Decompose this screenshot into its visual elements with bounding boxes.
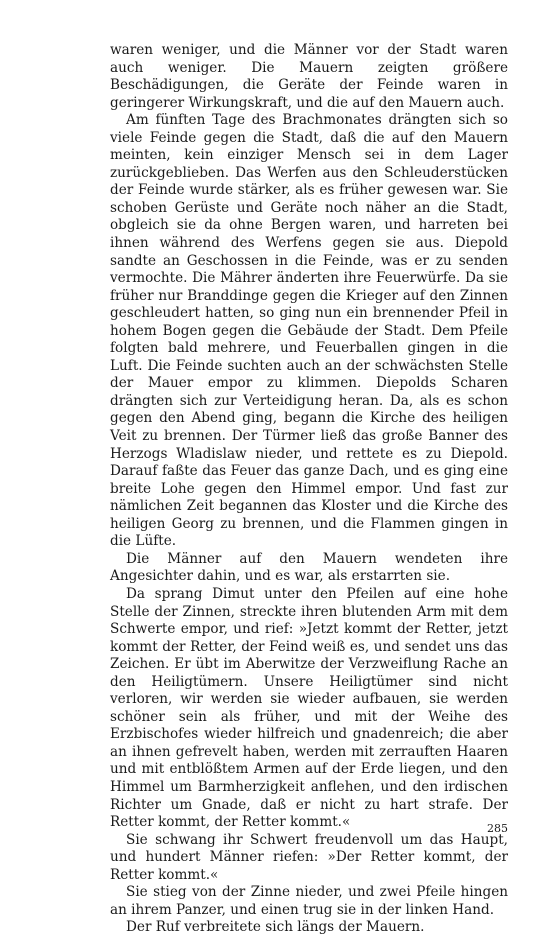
- paragraph-5: Sie schwang ihr Schwert freudenvoll um das Haupt, und hundert Männer riefen: »Der Retter kommt, der Retter kommt.«: [110, 831, 508, 883]
- body-text: [110, 42, 508, 937]
- paragraph-7: Der Ruf verbreitete sich längs der Mauern.: [126, 919, 425, 936]
- paragraph-6: Sie stieg von der Zinne nieder, und zwei Pfeile hingen an ihrem Panzer, und einen trug sie in der linken Hand.: [110, 884, 508, 918]
- page-number: 285: [487, 822, 508, 835]
- paragraph-2: Am fünften Tage des Brachmonates drängten sich so viele Feinde gegen die Stadt, daß die auf den Mauern meinten, kein einziger Mensch sei in dem Lager zurückgeblieben. Das Werfen aus den Schleuderstücken der Feinde wurde stärker, als es früher gewesen war. Sie schoben Gerüste und Geräte noch näher an die Stadt, obgleich sie da ohne Bergen waren, und harreten bei ihnen während des Werfens gegen sie aus. Diepold sandte an Geschossen in die Feinde, was er zu senden vermochte. Die Mährer änderten ihre Feuerwürfe. Da sie früher nur Branddinge gegen die Krieger auf den Zinnen geschleudert hatten, so ging nun ein brennender Pfeil in hohem Bogen gegen die Gebäude der Stadt. Dem Pfeile folgten bald mehrere, und Feuerballen gingen in die Luft. Die Feinde suchten auch an der schwächsten Stelle der Mauer empor zu klimmen. Diepolds Scharen drängten sich zur Verteidigung heran. Da, als es schon gegen den Abend ging, begann die Kirche des heiligen Veit zu brennen. Der Türmer ließ das große Banner des Herzogs Wladislaw nieder, und rettete es zu Diepold. Darauf faßte das Feuer das ganze Dach, und es ging eine breite Lohe gegen den Himmel empor. Und fast zur nämlichen Zeit begannen das Kloster und die Kirche des heiligen Georg zu brennen, und die Flammen gingen in die Lüfte.: [110, 112, 508, 550]
- paragraph-3: Die Männer auf den Mauern wendeten ihre Angesichter dahin, und es war, als erstarrten sie.: [110, 550, 508, 585]
- paragraph-4: Da sprang Dimut unter den Pfeilen auf eine hohe Stelle der Zinnen, streckte ihren blutenden Arm mit dem Schwerte empor, und rief: »Jetzt kommt der Retter, jetzt kommt der Retter, der Feind weiß es, und sendet uns das Zeichen. Er übt im Aberwitze der Verzweiflung Rache an den Heiligtümern. Unsere Heiligtümer sind nicht verloren, wir werden sie wieder aufbauen, sie werden schöner sein als früher, und mit der Weihe des Erzbischofes wieder hilfreich und gnadenreich; die aber an ihnen gefrevelt haben, werden mit zerrauften Haaren und mit entblößtem Armen auf der Erde liegen, und den Himmel um Barmherzigkeit anflehen, und den irdischen Richter um Gnade, daß er nicht zu hart strafe. Der Retter kommt, der Retter kommt.«: [110, 585, 508, 831]
- paragraph-1: waren weniger, und die Männer vor der Stadt waren auch weniger. Die Mauern zeigten größere Beschädigungen, die Geräte der Feinde waren in geringerer Wirkungskraft, und die auf den Mauern auch.: [110, 42, 508, 111]
